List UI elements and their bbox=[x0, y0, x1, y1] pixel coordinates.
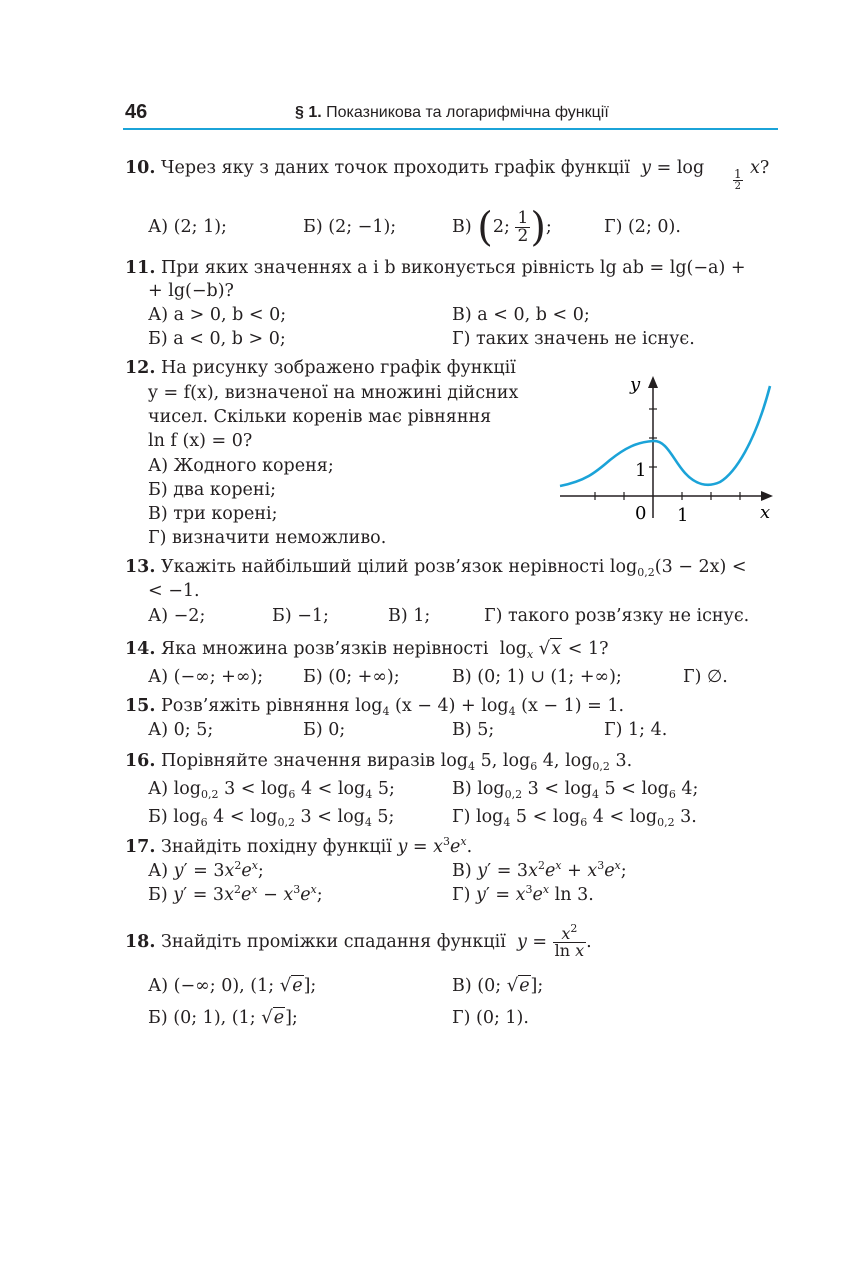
question-16-stem bbox=[125, 750, 632, 772]
base-numerator: 1 bbox=[734, 167, 742, 181]
math-op: < bbox=[621, 779, 636, 799]
option-16-v: В) $\log_{0,2} 3 < \log_4 5 < \log_6 4$; bbox=[452, 779, 699, 801]
log-arg: 3 bbox=[224, 779, 236, 799]
log-base: 0,2 bbox=[504, 788, 523, 801]
question-text: При яких значеннях a і b виконується рівність lg ab = lg(−a) + bbox=[161, 258, 746, 278]
option-label: А) bbox=[148, 861, 169, 881]
option-15-g: Г) 1; 4. bbox=[604, 720, 668, 740]
question-text: Яка множина розв’язків нерівності bbox=[161, 639, 489, 659]
log-base: 0,2 bbox=[277, 816, 295, 829]
option-15-v: В) 5; bbox=[452, 720, 495, 740]
math-op: < bbox=[544, 779, 560, 799]
y-tick-label: 1 bbox=[635, 460, 647, 481]
option-11-b: Б) a < 0, b > 0; bbox=[148, 329, 286, 349]
option-value: (−∞; 0), (1; bbox=[173, 976, 275, 996]
log-base: 0,2 bbox=[201, 788, 219, 801]
log-arg: 3 bbox=[300, 807, 312, 827]
denominator: 2 bbox=[517, 226, 529, 246]
option-14-b: Б) (0; +∞); bbox=[303, 667, 400, 687]
option-label: Г) bbox=[452, 807, 471, 827]
option-18-g bbox=[452, 1007, 529, 1029]
option-13-b: Б) −1; bbox=[272, 606, 329, 626]
log-base: 4 bbox=[382, 705, 390, 718]
option-value: (0; bbox=[477, 976, 502, 996]
option-16-g: Г) $\log_4 5 < \log_6 4 < \log_{0,2} 3$. bbox=[452, 807, 697, 829]
question-text: Розв’яжіть рівняння log bbox=[161, 696, 383, 716]
log-arg: 3. bbox=[680, 807, 697, 827]
option-label: Б) bbox=[148, 1008, 168, 1028]
paren-open: ( bbox=[477, 204, 493, 251]
log-arg: 4; bbox=[681, 779, 699, 799]
log-arg: 5, bbox=[480, 751, 498, 771]
question-10-tail bbox=[750, 157, 769, 179]
question-12-line3: чисел. Скільки коренів має рівняння bbox=[148, 407, 492, 427]
paren-close: ) bbox=[530, 204, 546, 251]
log-base: 0,2 bbox=[637, 566, 655, 579]
punct: ; bbox=[545, 217, 552, 237]
option-label: В) bbox=[452, 976, 472, 996]
fraction bbox=[515, 210, 530, 245]
section-mark: § 1. bbox=[295, 104, 322, 121]
punct: ]; bbox=[285, 1008, 298, 1028]
log-base: 4 bbox=[508, 705, 516, 718]
math-op: < bbox=[317, 807, 332, 827]
question-13-line2: < −1. bbox=[148, 581, 200, 601]
question-15-stem bbox=[125, 695, 624, 717]
option-label: А) bbox=[148, 976, 169, 996]
math-var: y bbox=[641, 158, 652, 178]
option-label: А) bbox=[148, 779, 169, 799]
question-number: 13. bbox=[125, 557, 156, 577]
math-op: < bbox=[240, 779, 256, 799]
option-12-a: А) Жодного кореня; bbox=[148, 456, 334, 476]
radicand: e bbox=[292, 976, 303, 996]
option-14-a: А) (−∞; +∞); bbox=[148, 667, 264, 687]
question-18-stem: 18. Знайдіть проміжки спадання функції y = $\frac{x^2}{\text{ln x}}$ . bbox=[125, 922, 592, 960]
question-text: (x − 1) = 1. bbox=[521, 696, 625, 716]
question-11-line2: + lg(−b)? bbox=[148, 281, 234, 301]
option-16-a: А) $\log_{0,2} 3 < \log_6 4 < \log_4 5$; bbox=[148, 779, 395, 801]
y-axis-label: y bbox=[630, 374, 641, 395]
option-11-g: Г) таких значень не існує. bbox=[452, 329, 695, 349]
log-arg: 5 bbox=[515, 807, 528, 827]
log-base: 4 bbox=[591, 788, 599, 801]
math-op: < bbox=[317, 779, 333, 799]
question-number: 15. bbox=[125, 696, 156, 716]
log-base-fraction bbox=[733, 168, 743, 193]
log-arg: 4 bbox=[300, 779, 313, 799]
option-17-g: Г) $y' = x^3e^x$ ln 3. bbox=[452, 883, 594, 905]
option-10-b: Б) (2; −1); bbox=[303, 217, 397, 237]
option-15-a: А) 0; 5; bbox=[148, 720, 214, 740]
option-11-v: В) a < 0, b < 0; bbox=[452, 305, 590, 325]
option-13-v: В) 1; bbox=[388, 606, 431, 626]
question-text: На рисунку зображено графік функції bbox=[161, 358, 516, 378]
question-text-end: (3 − 2x) < bbox=[654, 557, 747, 577]
question-number: 17. bbox=[125, 837, 156, 857]
question-number: 11. bbox=[125, 258, 156, 278]
option-14-v: В) (0; 1) ∪ (1; +∞); bbox=[452, 667, 622, 687]
sqrt-sign: √ bbox=[279, 975, 292, 996]
option-label: В) bbox=[452, 217, 472, 237]
question-14-stem bbox=[125, 638, 608, 660]
question-text: Знайдіть похідну функції bbox=[161, 837, 392, 857]
question-text: Порівняйте значення виразів bbox=[161, 751, 436, 771]
y-axis-arrow bbox=[648, 376, 658, 388]
option-label: Г) bbox=[452, 1008, 471, 1028]
log-arg: 5 bbox=[604, 779, 616, 799]
question-12-line4: ln f (x) = 0? bbox=[148, 431, 253, 451]
option-label: Б) bbox=[148, 807, 168, 827]
option-value: (0; 1), (1; bbox=[173, 1008, 256, 1028]
log-base: 4 bbox=[364, 816, 372, 829]
log-base: 4 bbox=[503, 816, 511, 829]
option-13-a: А) −2; bbox=[148, 606, 206, 626]
option-12-v: В) три корені; bbox=[148, 504, 278, 524]
question-text-end: < 1? bbox=[567, 639, 609, 659]
question-12-stem bbox=[125, 357, 516, 379]
math-var: x bbox=[750, 158, 760, 178]
question-13-stem bbox=[125, 556, 747, 578]
math-op: < bbox=[229, 807, 245, 827]
option-13-g: Г) такого розв’язку не існує. bbox=[484, 606, 750, 626]
math-op: < bbox=[532, 807, 548, 827]
numerator: 1 bbox=[517, 208, 529, 228]
option-10-a: А) (2; 1); bbox=[148, 217, 227, 237]
option-value: (0; 1). bbox=[476, 1008, 529, 1028]
x-axis-arrow bbox=[761, 491, 773, 501]
radicand: x bbox=[551, 639, 562, 659]
log-base: 6 bbox=[580, 816, 588, 829]
math-op: = log bbox=[656, 158, 705, 178]
option-value: 2; bbox=[492, 217, 510, 237]
denominator: ln x bbox=[554, 941, 585, 960]
log-arg: 3. bbox=[615, 751, 633, 771]
log-arg: 4 bbox=[213, 807, 225, 827]
log-base: 0,2 bbox=[592, 760, 610, 773]
log-word: log bbox=[502, 751, 531, 771]
running-header bbox=[295, 104, 609, 122]
page-number: 46 bbox=[125, 101, 148, 123]
log-base: 6 bbox=[200, 816, 208, 829]
log-base: 0,2 bbox=[657, 816, 675, 829]
option-label: В) bbox=[452, 861, 472, 881]
punct: ]; bbox=[303, 976, 317, 996]
option-12-g: Г) визначити неможливо. bbox=[148, 528, 387, 548]
option-15-b: Б) 0; bbox=[303, 720, 346, 740]
log-base: x bbox=[527, 648, 534, 661]
option-14-g: Г) ∅. bbox=[683, 667, 728, 687]
log-word: log bbox=[499, 639, 527, 659]
function-graph bbox=[555, 368, 780, 530]
log-base: 4 bbox=[468, 760, 476, 773]
log-arg: 3 bbox=[527, 779, 539, 799]
question-17-stem: 17. Знайдіть похідну функції $y = x^3e^x$. bbox=[125, 835, 473, 857]
log-word: log bbox=[440, 751, 469, 771]
sqrt-sign: √ bbox=[538, 638, 551, 659]
question-12-line2: y = f(x), визначеної на множині дійсних bbox=[148, 383, 519, 403]
option-18-a bbox=[148, 975, 316, 997]
origin-label: 0 bbox=[635, 503, 647, 524]
header-rule bbox=[123, 128, 778, 130]
question-text: Знайдіть проміжки спадання функції bbox=[161, 932, 506, 952]
question-11-stem bbox=[125, 257, 746, 279]
section-title: Показникова та логарифмічна функції bbox=[326, 104, 609, 121]
option-17-a: А) $y' = 3x^2e^x$; bbox=[148, 859, 264, 881]
question-10-stem bbox=[125, 157, 704, 179]
log-arg: 4, bbox=[542, 751, 560, 771]
log-base: 6 bbox=[288, 788, 296, 801]
option-17-b: Б) $y' = 3x^2e^x - x^3e^x$; bbox=[148, 883, 323, 905]
log-base: 4 bbox=[365, 788, 373, 801]
punct: ]; bbox=[530, 976, 544, 996]
question-text: Через яку з даних точок проходить графік функції bbox=[161, 158, 630, 178]
question-number: 12. bbox=[125, 358, 156, 378]
question-number: 10. bbox=[125, 158, 156, 178]
option-label: Б) bbox=[148, 885, 168, 905]
x-axis-label: x bbox=[760, 502, 771, 523]
numerator: $x^2$ bbox=[553, 926, 587, 943]
log-word: log bbox=[565, 751, 593, 771]
log-arg: 4 bbox=[592, 807, 604, 827]
option-18-v bbox=[452, 975, 543, 997]
question-number: 16. bbox=[125, 751, 156, 771]
option-label: Г) bbox=[452, 885, 471, 905]
sqrt-sign: √ bbox=[506, 975, 519, 996]
question-text: Укажіть найбільший цілий розв’язок нерівності log bbox=[161, 557, 638, 577]
log-base: 6 bbox=[668, 788, 676, 801]
option-17-v: В) $y' = 3x^2e^x + x^3e^x$; bbox=[452, 859, 627, 881]
option-10-v bbox=[452, 205, 552, 250]
question-number: 18. bbox=[125, 932, 156, 952]
option-label: В) bbox=[452, 779, 472, 799]
log-arg: 5; bbox=[377, 779, 395, 799]
base-denominator: 2 bbox=[734, 181, 741, 192]
option-11-a: А) a > 0, b < 0; bbox=[148, 305, 287, 325]
option-18-b bbox=[148, 1007, 298, 1029]
x-tick-label: 1 bbox=[677, 505, 689, 526]
question-number: 14. bbox=[125, 639, 156, 659]
function-curve bbox=[560, 386, 770, 486]
fraction bbox=[553, 922, 587, 960]
radicand: e bbox=[519, 976, 530, 996]
question-text: (x − 4) + log bbox=[395, 696, 509, 716]
option-10-g: Г) (2; 0). bbox=[604, 217, 681, 237]
question-mark: ? bbox=[759, 158, 770, 178]
option-16-b: Б) $\log_6 4 < \log_{0,2} 3 < \log_4 5$; bbox=[148, 807, 395, 829]
math-op: < bbox=[609, 807, 625, 827]
sqrt-sign: √ bbox=[261, 1007, 273, 1028]
log-base: 6 bbox=[530, 760, 538, 773]
log-arg: 5; bbox=[377, 807, 395, 827]
option-12-b: Б) два корені; bbox=[148, 480, 277, 500]
radicand: e bbox=[273, 1008, 285, 1028]
